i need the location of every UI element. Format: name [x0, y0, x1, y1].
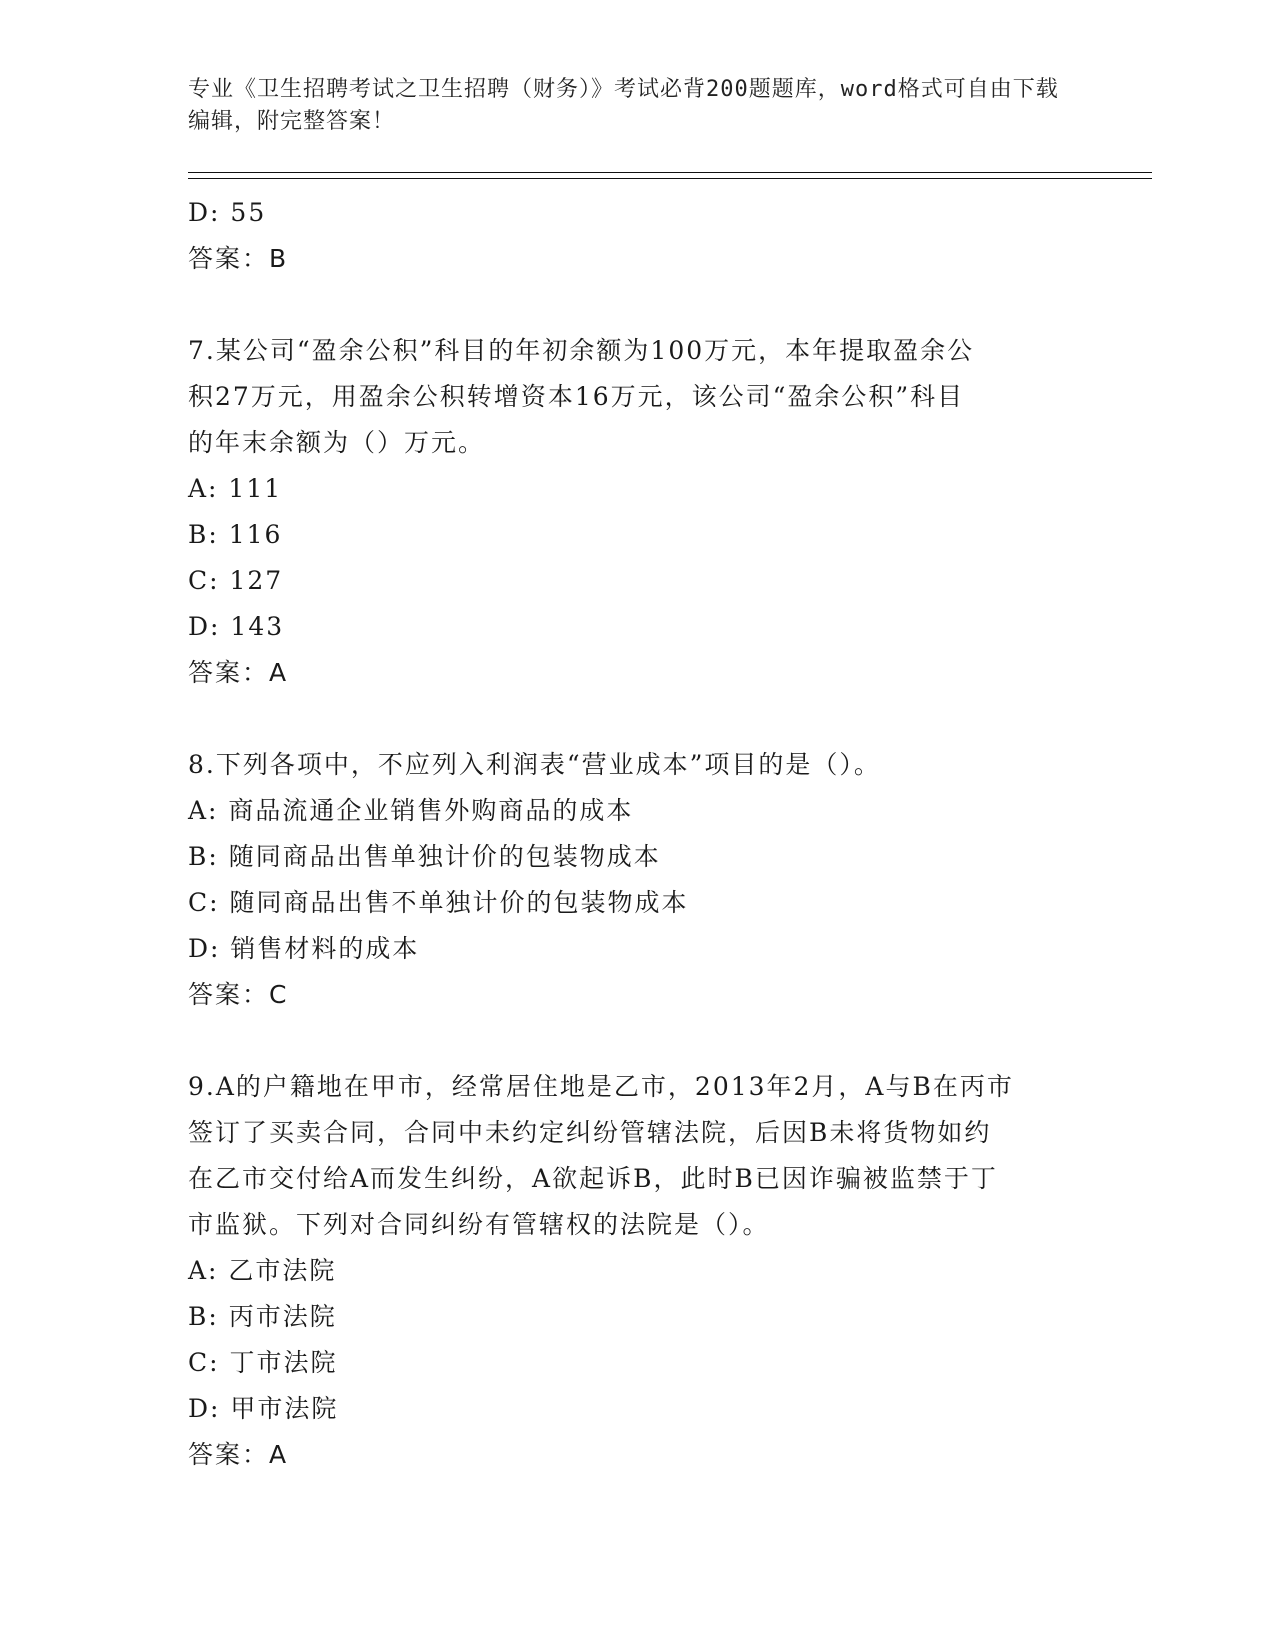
option-a: A: 111 — [188, 474, 283, 503]
question-stem-line: 7.某公司“盈余公积”科目的年初余额为100万元，本年提取盈余公 — [188, 336, 975, 365]
answer-line: 答案：C — [188, 980, 289, 1009]
question-stem-line: 签订了买卖合同，合同中未约定纠纷管辖法院，后因B未将货物如约 — [188, 1118, 992, 1147]
question-block-7 — [188, 328, 1088, 696]
option-d: D: 55 — [188, 198, 267, 227]
option-b: B: 116 — [188, 520, 283, 549]
option-c: C: 丁市法院 — [188, 1348, 338, 1377]
question-stem-line: 积27万元，用盈余公积转增资本16万元，该公司“盈余公积”科目 — [188, 382, 965, 411]
question-stem-line: 市监狱。下列对合同纠纷有管辖权的法院是（）。 — [188, 1210, 770, 1239]
option-b: B: 丙市法院 — [188, 1302, 337, 1331]
option-d: D: 甲市法院 — [188, 1394, 339, 1423]
question-stem-line: 8.下列各项中，不应列入利润表“营业成本”项目的是（）。 — [188, 750, 881, 779]
question-stem-line: 在乙市交付给A而发生纠纷，A欲起诉B，此时B已因诈骗被监禁于丁 — [188, 1164, 998, 1193]
answer-line: 答案：B — [188, 244, 289, 273]
question-block-9 — [188, 1064, 1088, 1478]
option-b: B: 随同商品出售单独计价的包装物成本 — [188, 842, 661, 871]
answer-line: 答案：A — [188, 1440, 289, 1469]
header-rule-thick — [188, 172, 1152, 173]
option-d: D: 143 — [188, 612, 285, 641]
answer-line: 答案：A — [188, 658, 289, 687]
spacer — [188, 282, 1088, 328]
option-c: C: 127 — [188, 566, 284, 595]
option-a: A: 商品流通企业销售外购商品的成本 — [188, 796, 634, 825]
header-text: 专业《卫生招聘考试之卫生招聘（财务）》考试必背200题题库，word格式可自由下载编辑，附完整答案！ — [188, 77, 1059, 134]
question-stem-line: 9.A的户籍地在甲市，经常居住地是乙市，2013年2月，A与B在丙市 — [188, 1072, 1014, 1101]
option-c: C: 随同商品出售不单独计价的包装物成本 — [188, 888, 689, 917]
page-header — [188, 74, 1068, 138]
question-stem-line: 的年末余额为（）万元。 — [188, 428, 486, 457]
question-content — [188, 190, 1088, 1478]
spacer — [188, 1018, 1088, 1064]
question-block-8 — [188, 742, 1088, 1018]
option-d: D: 销售材料的成本 — [188, 934, 420, 963]
option-a: A: 乙市法院 — [188, 1256, 337, 1285]
header-rule-thin — [188, 178, 1152, 179]
spacer — [188, 696, 1088, 742]
